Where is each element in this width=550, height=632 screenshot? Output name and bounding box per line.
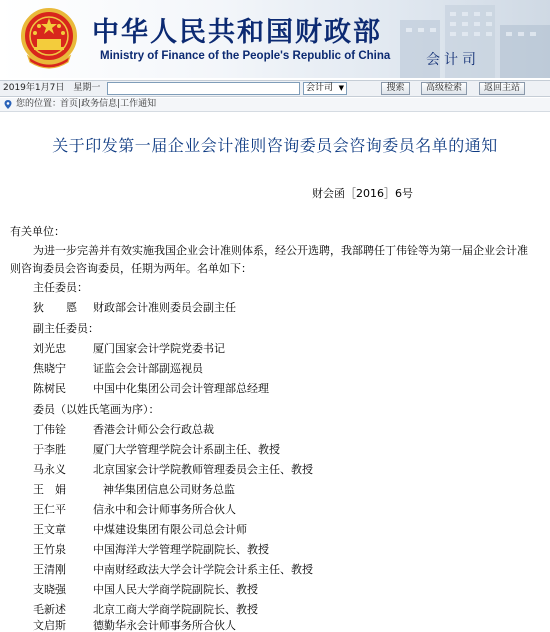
search-button[interactable]: 搜索 xyxy=(381,82,410,95)
breadcrumb xyxy=(0,98,550,112)
advanced-search-button[interactable]: 高级检索 xyxy=(421,82,467,95)
site-title-en: Ministry of Finance of the People's Republic of China xyxy=(100,50,391,62)
article-title: 关于印发第一届企业会计准则咨询委员会咨询委员名单的通知 xyxy=(52,136,498,155)
breadcrumb-home-link[interactable]: 首页 xyxy=(60,99,79,109)
member-role: 中煤建设集团有限公司总会计师 xyxy=(93,523,247,536)
header-banner xyxy=(0,0,550,78)
search-input[interactable] xyxy=(107,82,300,95)
member-name: 毛新述 xyxy=(33,603,66,616)
department-name: 会计司 xyxy=(426,52,480,68)
member-name: 王文章 xyxy=(33,523,66,536)
member-role: 厦门大学管理学院会计系副主任、教授 xyxy=(93,443,280,456)
member-name: 狄 㥦 xyxy=(33,301,77,314)
salutation: 有关单位： xyxy=(10,225,65,238)
member-name: 丁伟铨 xyxy=(33,423,66,436)
return-home-button[interactable]: 返回主站 xyxy=(479,82,525,95)
member-name: 陈树民 xyxy=(33,382,66,395)
member-role: 财政部会计准则委员会副主任 xyxy=(93,301,236,314)
member-role: 香港会计师公会行政总裁 xyxy=(93,423,214,436)
breadcrumb-current-link[interactable]: 工作通知 xyxy=(120,99,157,109)
member-role: 中国人民大学商学院副院长、教授 xyxy=(93,583,258,596)
member-role: 德勤华永会计师事务所合伙人 xyxy=(93,619,236,632)
member-name: 王清刚 xyxy=(33,563,66,576)
member-name: 王竹泉 xyxy=(33,543,66,556)
member-name: 王仁平 xyxy=(33,503,66,516)
member-role: 北京工商大学商学院副院长、教授 xyxy=(93,603,258,616)
search-scope-select[interactable] xyxy=(303,82,347,95)
national-emblem-icon xyxy=(18,6,80,70)
breadcrumb-separator: | xyxy=(117,99,121,109)
document-number: 财会函［2016］6号 xyxy=(312,187,413,200)
member-name: 王 娟 xyxy=(33,483,66,496)
member-role: 证监会会计部副巡视员 xyxy=(93,362,203,375)
search-toolbar xyxy=(0,80,550,97)
paragraph-line-1: 为进一步完善并有效实施我国企业会计准则体系，经公开选聘，我部聘任丁伟铨等为第一届企业会计准 xyxy=(33,244,528,257)
member-name: 马永义 xyxy=(33,463,66,476)
member-name: 支晓强 xyxy=(33,583,66,596)
members-heading: 委员（以姓氏笔画为序）： xyxy=(33,403,160,416)
member-name: 焦晓宁 xyxy=(33,362,66,375)
member-name: 于李胜 xyxy=(33,443,66,456)
chair-heading: 主任委员： xyxy=(33,281,88,294)
breadcrumb-label: 您的位置： xyxy=(16,99,62,109)
paragraph-line-2: 则咨询委员会咨询委员，任期为两年。名单如下： xyxy=(10,262,252,275)
search-scope-value: 会计司 xyxy=(306,83,334,93)
member-role: 中国中化集团公司会计管理部总经理 xyxy=(93,382,269,395)
member-role: 中国海洋大学管理学院副院长、教授 xyxy=(93,543,269,556)
member-name: 刘光忠 xyxy=(33,342,66,355)
vice-chair-heading: 副主任委员： xyxy=(33,322,99,335)
breadcrumb-separator: | xyxy=(78,99,82,109)
current-date: 2019年1月7日 星期一 xyxy=(3,83,101,93)
breadcrumb-news-link[interactable]: 政务信息 xyxy=(81,99,118,109)
chevron-down-icon: ▼ xyxy=(338,84,344,92)
location-pin-icon xyxy=(4,100,12,109)
member-role: 北京国家会计学院教师管理委员会主任、教授 xyxy=(93,463,313,476)
site-title-cn: 中华人民共和国财政部 xyxy=(92,17,382,48)
member-role: 厦门国家会计学院党委书记 xyxy=(93,342,225,355)
member-role: 信永中和会计师事务所合伙人 xyxy=(93,503,236,516)
member-role: 中南财经政法大学会计学院会计系主任、教授 xyxy=(93,563,313,576)
member-role: 神华集团信息公司财务总监 xyxy=(103,483,235,496)
member-name: 文启斯 xyxy=(33,619,66,632)
